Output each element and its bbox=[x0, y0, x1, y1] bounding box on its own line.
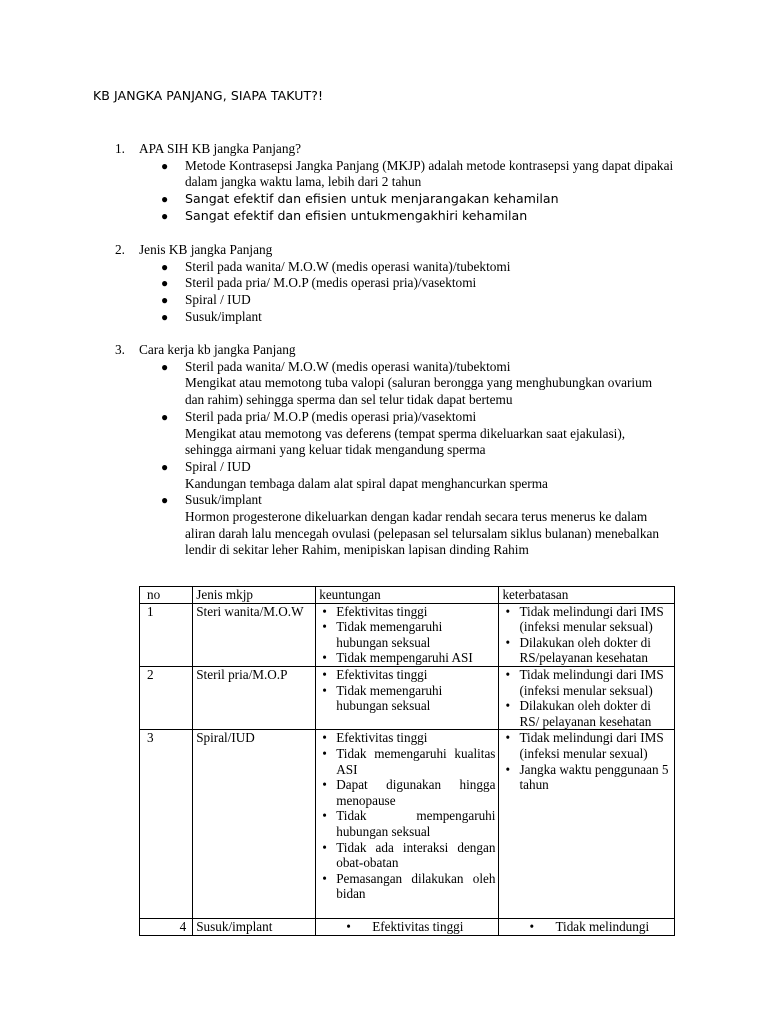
column-header-no: no bbox=[140, 587, 193, 604]
list-item: • Dapat digunakan hingga menopause bbox=[319, 777, 495, 808]
bullet-icon: ● bbox=[161, 208, 169, 223]
bullet-icon: ● bbox=[161, 493, 169, 508]
section-number: 3. bbox=[115, 342, 125, 357]
mkjp-table bbox=[139, 586, 675, 936]
bullet-list bbox=[502, 730, 671, 792]
section-number: 1. bbox=[115, 141, 125, 156]
section-heading: Jenis KB jangka Panjang bbox=[139, 242, 273, 257]
cell-jenis: Steri wanita/M.O.W bbox=[193, 603, 316, 666]
list-item: • Efektivitas tinggi bbox=[319, 919, 495, 935]
table-row bbox=[140, 603, 675, 666]
bullet-icon: ● bbox=[161, 259, 169, 274]
list-item: ● Spiral / IUD bbox=[161, 292, 251, 308]
item-description: Kandungan tembaga dalam alat spiral dapat menghancurkan sperma bbox=[185, 475, 548, 491]
item-description: Hormon progesterone dikeluarkan dengan kadar rendah secara terus menerus ke dalam aliran darah lalu mencegah ovulasi (pelepasan sel telursalam siklus bulanan) menebalkan lendir di sekitar leher Rahim, menipiskan lapisan dinding Rahim bbox=[185, 509, 660, 558]
bullet-icon: ● bbox=[161, 459, 169, 474]
bullet-list bbox=[502, 604, 671, 666]
cell-keuntungan bbox=[316, 666, 499, 729]
cell-keterbatasan bbox=[499, 730, 675, 919]
list-item: • Efektivitas tinggi bbox=[319, 730, 495, 746]
list-item: • Tidak melindungi dari IMS (infeksi menular seksual) bbox=[502, 604, 671, 635]
list-item: ● Spiral / IUD Kandungan tembaga dalam alat spiral dapat menghancurkan sperma bbox=[185, 459, 665, 492]
bullet-icon: ● bbox=[161, 192, 169, 207]
cell-no: 3 bbox=[140, 730, 193, 919]
list-item: • Efektivitas tinggi bbox=[319, 667, 495, 683]
list-item: • Tidak memengaruhi kualitas ASI bbox=[319, 746, 495, 777]
section-number: 2. bbox=[115, 242, 125, 257]
table-row bbox=[140, 666, 675, 729]
list-item: ● Steril pada pria/ M.O.P (medis operasi pria)/vasektomi bbox=[161, 275, 477, 291]
cell-jenis: Susuk/implant bbox=[193, 918, 316, 935]
list-item: • Dilakukan oleh dokter di RS/pelayanan kesehatan bbox=[502, 635, 671, 666]
list-item: • Tidak melindungi dari IMS (infeksi menular seksual) bbox=[502, 667, 671, 698]
list-item: • Tidak ada interaksi dengan obat-obatan bbox=[319, 840, 495, 871]
item-description: Mengikat atau memotong tuba valopi (saluran berongga yang menghubungkan ovarium dan rahim) sehingga sperma dan sel telur tidak dapat bertemu bbox=[185, 375, 653, 408]
cell-keuntungan bbox=[316, 918, 499, 935]
bullet-list bbox=[319, 604, 495, 666]
list-item: • Tidak memengaruhi hubungan seksual bbox=[319, 619, 495, 650]
list-item: ● Steril pada wanita/ M.O.W (medis operasi wanita)/tubektomi Mengikat atau memotong tuba valopi (saluran berongga yang menghubungkan ovarium dan rahim) sehingga sperma dan sel telur tidak dapat bertemu bbox=[185, 359, 665, 409]
list-item: • Efektivitas tinggi bbox=[319, 604, 495, 620]
bullet-icon: ● bbox=[161, 359, 169, 374]
bullet-icon: ● bbox=[161, 409, 169, 424]
table-row bbox=[140, 918, 675, 935]
list-item: • Jangka waktu penggunaan 5 tahun bbox=[502, 762, 671, 793]
bullet-icon: ● bbox=[161, 293, 169, 308]
bullet-list bbox=[161, 358, 665, 559]
bullet-list bbox=[161, 157, 685, 225]
item-description: Mengikat atau memotong vas deferens (tempat sperma dikeluarkan saat ejakulasi), sehingga airmani yang keluar tidak mengandung sperma bbox=[185, 425, 626, 458]
cell-no: 4 bbox=[140, 918, 193, 935]
cell-jenis: Steril pria/M.O.P bbox=[193, 666, 316, 729]
bullet-list bbox=[319, 919, 495, 935]
section-heading: APA SIH KB jangka Panjang? bbox=[139, 141, 302, 156]
bullet-icon: ● bbox=[161, 276, 169, 291]
bullet-icon: ● bbox=[161, 309, 169, 324]
list-item: • Dilakukan oleh dokter di RS/ pelayanan kesehatan bbox=[502, 698, 671, 729]
column-header-keterbatasan: keterbatasan bbox=[499, 587, 675, 604]
list-item: ● Susuk/implant Hormon progesterone dikeluarkan dengan kadar rendah secara terus menerus ke dalam aliran darah lalu mencegah ovulasi (pelepasan sel telursalam siklus bulanan) menebalkan lendir di sekitar leher Rahim, menipiskan lapisan dinding Rahim bbox=[185, 492, 665, 559]
bullet-list bbox=[502, 667, 671, 729]
bullet-list bbox=[502, 919, 671, 935]
bullet-list bbox=[319, 667, 495, 714]
cell-keterbatasan bbox=[499, 666, 675, 729]
list-item: ● Steril pada pria/ M.O.P (medis operasi pria)/vasektomi Mengikat atau memotong vas deferens (tempat sperma dikeluarkan saat ejakulasi), sehingga airmani yang keluar tidak mengandung sperma bbox=[185, 409, 665, 459]
list-item: • Tidak memengaruhi hubungan seksual bbox=[319, 683, 495, 714]
list-item: ● Metode Kontrasepsi Jangka Panjang (MKJP) adalah metode kontrasepsi yang dapat dipakai dalam jangka waktu lama, lebih dari 2 tahun bbox=[161, 157, 674, 190]
list-item: ● Sangat efektif dan efisien untuk menjarangakan kehamilan bbox=[161, 191, 559, 207]
section-heading: Cara kerja kb jangka Panjang bbox=[139, 342, 296, 357]
list-item: ● Susuk/implant bbox=[161, 308, 262, 324]
cell-keuntungan bbox=[316, 603, 499, 666]
cell-keuntungan bbox=[316, 730, 499, 919]
list-item: • Tidak mempengaruhi hubungan seksual bbox=[319, 808, 495, 839]
column-header-keuntungan: keuntungan bbox=[316, 587, 499, 604]
cell-jenis: Spiral/IUD bbox=[193, 730, 316, 919]
list-item: ● Sangat efektif dan efisien untukmengakhiri kehamilan bbox=[161, 207, 528, 223]
list-item: ● Steril pada wanita/ M.O.W (medis operasi wanita)/tubektomi bbox=[161, 258, 511, 274]
bullet-icon: ● bbox=[161, 158, 169, 173]
bullet-list bbox=[319, 730, 495, 902]
column-header-jenis: Jenis mkjp bbox=[193, 587, 316, 604]
cell-keterbatasan bbox=[499, 918, 675, 935]
list-item: • Tidak mempengaruhi ASI bbox=[319, 650, 495, 666]
document-title: KB JANGKA PANJANG, SIAPA TAKUT?! bbox=[93, 88, 324, 103]
table-header-row bbox=[140, 587, 675, 604]
cell-no: 1 bbox=[140, 603, 193, 666]
bullet-list bbox=[161, 258, 685, 326]
table-row bbox=[140, 730, 675, 919]
cell-keterbatasan bbox=[499, 603, 675, 666]
cell-no: 2 bbox=[140, 666, 193, 729]
list-item: • Tidak melindungi bbox=[502, 919, 671, 935]
list-item: • Tidak melindungi dari IMS (infeksi menular sexual) bbox=[502, 730, 671, 761]
list-item: • Pemasangan dilakukan oleh bidan bbox=[319, 871, 495, 902]
